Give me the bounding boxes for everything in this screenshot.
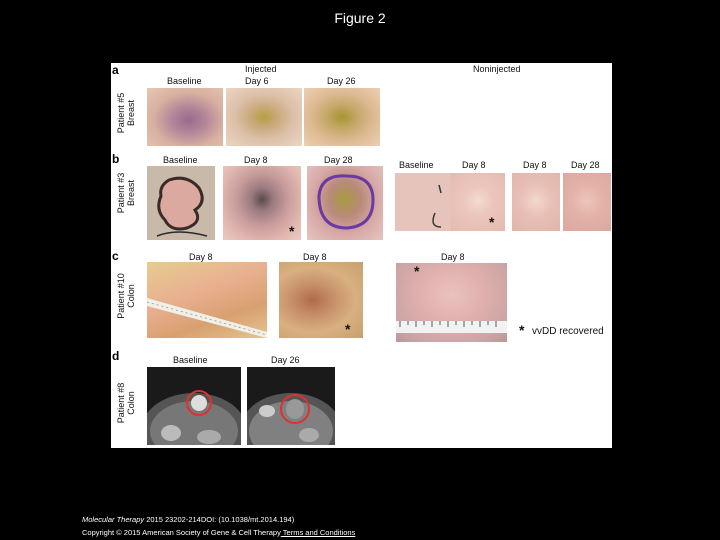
panel-c-star-marker-2: *	[414, 263, 420, 279]
panel-b-header-day8-noninjected-2: Day 8	[523, 160, 547, 170]
marker-drawing	[395, 173, 452, 231]
panel-b-header-day8: Day 8	[244, 155, 268, 165]
site-label-text: Colon	[125, 391, 136, 415]
patient-label-text: Patient #5	[116, 92, 126, 134]
section-injected-label: Injected	[245, 64, 277, 74]
lesion-outline-purple	[307, 166, 383, 240]
photo-b-baseline	[147, 166, 215, 240]
legend-text: vvDD recovered	[532, 326, 604, 337]
ct-scan-day26	[247, 367, 335, 445]
panel-c-letter: c	[112, 249, 119, 263]
patient-label-text: Patient #8	[116, 382, 126, 424]
citation-details: 2015 23202-214DOI: (10.1038/mt.2014.194)	[144, 515, 295, 524]
lesion-outline-drawing	[147, 166, 215, 240]
panel-d-patient-label	[117, 373, 137, 433]
panel-b-patient-label	[117, 163, 137, 223]
ruler-drawing	[147, 262, 267, 338]
panel-b-header-day28: Day 28	[324, 155, 353, 165]
panel-b-header-baseline: Baseline	[163, 155, 198, 165]
photo-c-day8-1	[147, 262, 267, 338]
figure-panel	[111, 63, 612, 448]
photo-c-day8-3	[396, 263, 507, 342]
photo-a-day26	[304, 88, 380, 146]
ct-image-baseline	[147, 367, 241, 445]
patient-label-text: Patient #3	[116, 172, 126, 214]
legend-star-icon: *	[519, 322, 525, 338]
panel-b-star-marker-2: *	[489, 214, 495, 230]
copyright-line	[82, 528, 355, 537]
panel-d-header-baseline: Baseline	[173, 355, 208, 365]
ruler-drawing-2	[396, 263, 507, 342]
photo-b-noninjected-day8-1	[451, 173, 505, 231]
panel-b-header-baseline-noninjected: Baseline	[399, 160, 434, 170]
photo-b-day28	[307, 166, 383, 240]
panel-c-header-2: Day 8	[303, 252, 327, 262]
ct-scan-baseline	[147, 367, 241, 445]
photo-a-baseline	[147, 88, 223, 146]
photo-b-noninjected-day8-2	[512, 173, 560, 231]
patient-label-text: Patient #10	[116, 273, 126, 319]
copyright-text: Copyright © 2015 American Society of Gene & Cell Therapy	[82, 528, 281, 537]
panel-c-header-1: Day 8	[189, 252, 213, 262]
panel-b-header-day28-noninjected: Day 28	[571, 160, 600, 170]
section-noninjected-label: Noninjected	[473, 64, 521, 74]
panel-c-header-3: Day 8	[441, 252, 465, 262]
journal-name: Molecular Therapy	[82, 515, 145, 524]
site-label-text: Breast	[125, 180, 136, 207]
photo-a-day6	[226, 88, 302, 146]
panel-c-star-marker: *	[345, 321, 351, 337]
photo-b-noninjected-baseline	[395, 173, 452, 231]
panel-c-patient-label	[117, 263, 137, 329]
panel-a-header-day26: Day 26	[327, 76, 356, 86]
panel-d-header-day26: Day 26	[271, 355, 300, 365]
panel-b-header-day8-noninjected-1: Day 8	[462, 160, 486, 170]
panel-d-letter: d	[112, 349, 120, 363]
site-label-text: Breast	[125, 100, 136, 127]
panel-b-star-marker: *	[289, 223, 295, 239]
citation-line	[82, 515, 294, 524]
ct-image-day26	[247, 367, 335, 445]
terms-link[interactable]: Terms and Conditions	[280, 528, 356, 537]
site-label-text: Colon	[125, 284, 136, 308]
figure-title: Figure 2	[334, 10, 386, 26]
panel-b-letter: b	[112, 152, 120, 166]
panel-a-header-baseline: Baseline	[167, 76, 202, 86]
panel-a-patient-label	[117, 83, 137, 143]
panel-a-header-day6: Day 6	[245, 76, 269, 86]
photo-b-noninjected-day28	[563, 173, 611, 231]
panel-a-letter: a	[112, 63, 119, 77]
